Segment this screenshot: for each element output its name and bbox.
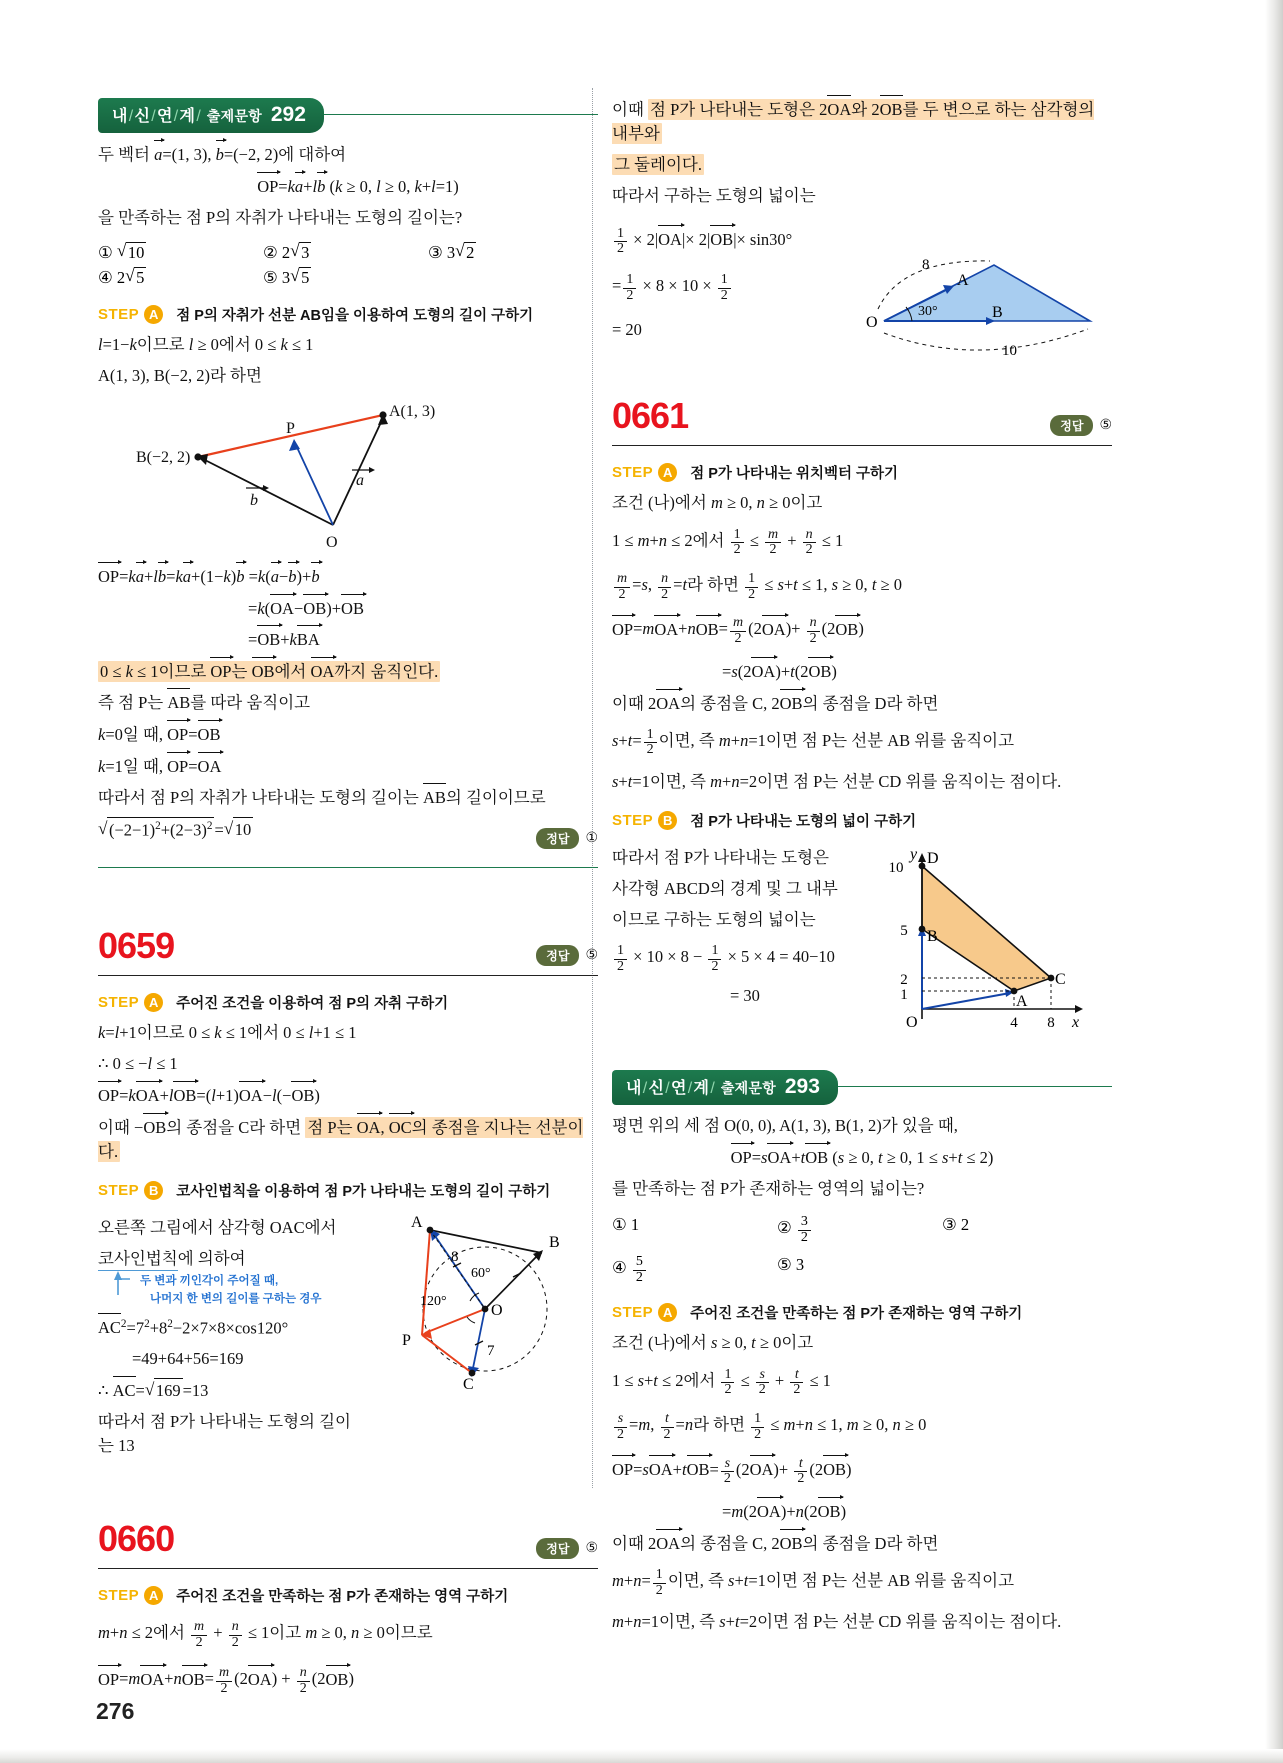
- question-number: 0661: [612, 394, 689, 436]
- choice-5[interactable]: ⑤ 3 √ 5: [263, 267, 428, 288]
- step-letter-badge: A: [658, 1303, 677, 1322]
- badge-part-4: 계: [179, 108, 196, 125]
- left-column: [98, 98, 598, 1704]
- eq-292-2: =k(OA−OB)+OB: [248, 596, 598, 621]
- body-293-l6: 이때 2OA의 종점을 C, 2OB의 종점을 D라 하면: [612, 1531, 1112, 1556]
- svg-text:B(−2, 2): B(−2, 2): [136, 448, 191, 466]
- graph-label-A: A: [1016, 993, 1028, 1011]
- eq-292-1: OP=ka+lb=ka+(1−k)b =k(a−b)+b: [98, 564, 598, 589]
- svg-text:8: 8: [451, 1248, 459, 1265]
- step-title: 주어진 조건을 이용하여 점 P의 자취 구하기: [176, 995, 449, 1012]
- body-293-l4: OP=sOA+tOB= $\frac{s}{2}$ (2OA)+ $\frac{t}{2}$ (2OB): [612, 1455, 852, 1487]
- note-line-1: 두 변과 끼인각이 주어질 때,: [140, 1275, 279, 1288]
- badge-part-3: 연: [671, 1080, 687, 1098]
- choice-5-marker: ⑤: [263, 267, 278, 287]
- svg-text:O: O: [326, 533, 338, 551]
- p292-post: =(−2, 2)에 대하여: [223, 145, 347, 164]
- choices-row-2: [98, 267, 598, 288]
- step-word: STEP: [612, 463, 654, 481]
- step-letter-badge: A: [144, 1586, 163, 1605]
- body-0659-l2: ∴ 0 ≤ −l ≤ 1: [98, 1053, 178, 1073]
- svg-text:A: A: [957, 271, 969, 289]
- result-292-row: [98, 817, 598, 851]
- cont-0660-hl1: 이때 점 P가 나타내는 도형은 2OA와 2OB를 두 변으로 하는 삼각형의 내부와: [612, 100, 1095, 143]
- step-b-0661: [612, 810, 1112, 831]
- step-a-0660: [98, 1585, 598, 1606]
- step-letter-badge: A: [658, 463, 677, 482]
- choice-293-4[interactable]: ④ $\frac{5}{2}$: [612, 1255, 777, 1285]
- body-0661-l6: 이때 2OA의 종점을 C, 2OB의 종점을 D라 하면: [612, 691, 1112, 716]
- body-0659-l4: 이때 −OB의 종점을 C라 하면 점 P는 OA, OC의 종점을 지나는 선분이다.: [98, 1115, 598, 1164]
- body-0659-b2: 코사인법칙에 의하여: [98, 1247, 363, 1272]
- body-292-l2: A(1, 3), B(−2, 2)라 하면: [98, 365, 262, 385]
- body-0660-l2: OP=mOA+nOB= $\frac{m}{2}$ (2OA) + $\frac{n}{2}$ (2OB): [98, 1665, 354, 1697]
- body-0661-b2: 사각형 ABCD의 경계 및 그 내부: [612, 879, 838, 899]
- svg-text:8: 8: [922, 256, 930, 273]
- step-a-0661: [612, 462, 1112, 483]
- step-word: STEP: [98, 1181, 140, 1199]
- svg-text:a: a: [356, 471, 364, 489]
- badge-suffix: 출제문항: [206, 108, 263, 124]
- body-0661-b1: 따라서 점 P가 나타내는 도형은: [612, 848, 829, 868]
- svg-text:b: b: [250, 491, 258, 509]
- choice-1[interactable]: ① √ 10: [98, 242, 263, 263]
- choices-293-row-1: [612, 1215, 1112, 1245]
- graph-0661: [864, 841, 1094, 1036]
- answer-0660: [536, 1538, 598, 1559]
- section-rule: [98, 867, 598, 868]
- cont-0660-hl2-text: 그 둘레이다.: [614, 154, 702, 174]
- body-0661-l1: 조건 (나)에서 m ≥ 0, n ≥ 0이고: [612, 492, 823, 512]
- body-0661-b3: 이므로 구하는 도형의 넓이는: [612, 909, 816, 929]
- answer-label: 정답: [1050, 415, 1093, 436]
- body-293-l1: 조건 (나)에서 s ≥ 0, t ≥ 0이고: [612, 1332, 814, 1352]
- body-0659-b3: 따라서 점 P가 나타내는 도형의 길이는 13: [98, 1412, 351, 1456]
- step-letter-badge: B: [658, 811, 677, 830]
- step-word: STEP: [612, 1303, 654, 1321]
- body-293-l7: m+n= $\frac{1}{2}$ 이면, 즉 s+t=1이면 점 P는 선분 AB 위를 움직이고: [612, 1566, 1015, 1598]
- page-edge-shadow: [1265, 0, 1283, 1763]
- body-0661-l5: =s(2OA)+t(2OB): [722, 659, 1112, 684]
- choice-4-marker: ④: [98, 267, 113, 287]
- 0659-body-with-figure: [98, 1209, 598, 1465]
- svg-text:O: O: [491, 1301, 503, 1319]
- x-tick-8: 8: [1047, 1015, 1055, 1032]
- step-word: STEP: [98, 305, 140, 323]
- body-0661-l2: 1 ≤ m+n ≤ 2에서 $\frac{1}{2}$ ≤ $\frac{m}{2}$ + $\frac{n}{2}$ ≤ 1: [612, 526, 844, 558]
- badge-part-2: 신: [134, 108, 151, 125]
- step-title: 주어진 조건을 만족하는 점 P가 존재하는 영역 구하기: [176, 1589, 509, 1606]
- choice-293-1[interactable]: ① 1: [612, 1214, 640, 1234]
- step-title: 점 P의 자취가 선분 AB임을 이용하여 도형의 길이 구하기: [176, 307, 534, 324]
- svg-text:P: P: [286, 419, 295, 437]
- step-title: 점 P가 나타내는 도형의 넓이 구하기: [690, 814, 917, 831]
- graph-label-O: O: [906, 1014, 918, 1032]
- step-title: 주어진 조건을 만족하는 점 P가 존재하는 영역 구하기: [690, 1305, 1023, 1322]
- answer-value: ⑤: [585, 947, 598, 963]
- eq-0661-1: $\frac{1}{2}$ × 10 × 8 − $\frac{1}{2}$ × 5 × 4 = 40−10: [612, 944, 862, 974]
- svg-text:30°: 30°: [918, 303, 938, 319]
- choice-marker: ④: [612, 1258, 627, 1278]
- problem-293-l1: 평면 위의 세 점 O(0, 0), A(1, 3), B(1, 2)가 있을 때,: [612, 1116, 958, 1136]
- eq-0659-1: $AC^2=7^2+8^2-2\times 7\times 8\times\cos 120^\circ$: [98, 1316, 363, 1340]
- diagram-0659-svg: [367, 1205, 597, 1390]
- body-292-l1: l=1−k이므로 l ≥ 0에서 0 ≤ k ≤ 1: [98, 334, 314, 354]
- step-word: STEP: [98, 993, 140, 1011]
- step-title: 점 P가 나타내는 위치벡터 구하기: [690, 465, 899, 482]
- choice-marker: ⑤: [777, 1255, 792, 1275]
- highlight-292: 0 ≤ k ≤ 1이므로 OP는 OB에서 OA까지 움직인다.: [98, 659, 598, 684]
- question-rule: [98, 975, 598, 976]
- step-title: 코사인법칙을 이용하여 점 P가 나타내는 도형의 길이 구하기: [176, 1183, 551, 1200]
- eq-0661-2: = 30: [730, 986, 760, 1006]
- choice-293-5[interactable]: ⑤ 3: [777, 1255, 805, 1275]
- choice-293-3[interactable]: ③ 2: [942, 1214, 970, 1234]
- body-0661-l3: $\frac{m}{2}$ =s, $\frac{n}{2}$ =t라 하면 $\frac{1}{2}$ ≤ s+t ≤ 1, s ≥ 0, t ≥ 0: [612, 572, 1112, 602]
- cont-0660-eq3: = 20: [612, 319, 642, 339]
- body-293-l5: =m(2OA)+n(2OB): [722, 1499, 1112, 1524]
- choice-marker: ②: [777, 1217, 792, 1237]
- body-293-l3: $\frac{s}{2}$ =m, $\frac{t}{2}$ =n라 하면 $\frac{1}{2}$ ≤ m+n ≤ 1, m ≥ 0, n ≥ 0: [612, 1412, 1112, 1442]
- step-letter-badge: A: [144, 993, 163, 1012]
- choice-2-marker: ②: [263, 242, 278, 262]
- vector-b: b: [216, 142, 224, 167]
- eq-0659-3: ∴ AC= √ 169 =13: [98, 1378, 363, 1403]
- body-292-l3: 즉 점 P는 AB를 따라 움직이고: [98, 691, 598, 715]
- right-column: [612, 98, 1112, 1641]
- body-292-l5: k=1일 때, OP=OA: [98, 754, 598, 779]
- svg-text:A: A: [411, 1213, 423, 1231]
- y-tick-1: 1: [900, 987, 908, 1004]
- body-0661-l4: OP=mOA+nOB= $\frac{m}{2}$ (2OA)+ $\frac{n}{2}$ (2OB): [612, 615, 864, 647]
- choice-3-marker: ③: [428, 242, 443, 262]
- cont-0660-pre: 이때: [612, 100, 649, 119]
- step-word: STEP: [612, 812, 654, 830]
- cosine-note: [116, 1273, 363, 1308]
- body-292-l4: k=0일 때, OP=OB: [98, 722, 598, 747]
- step-a-293: [612, 1302, 1112, 1323]
- body-0659-l3: OP=kOA+lOB=(l+1)OA−l(−OB): [98, 1083, 598, 1108]
- body-0661-l8: s+t=1이면, 즉 m+n=2이면 점 P는 선분 CD 위를 움직이는 점이다.: [612, 772, 1062, 792]
- naeshin-badge-292: 내/신/연/계/ 출제문항 292: [98, 98, 598, 132]
- badge-part-4: 계: [693, 1080, 710, 1098]
- svg-text:P: P: [402, 1331, 411, 1349]
- diagram-292: [98, 395, 598, 560]
- step-word: STEP: [98, 1587, 140, 1605]
- p292-pre: 두 벡터: [98, 145, 155, 164]
- naeshin-badge-293: 내/신/연/계/ 출제문항 293: [612, 1070, 1112, 1104]
- y-tick-10: 10: [888, 860, 904, 877]
- question-0661-header: [612, 394, 1112, 446]
- answer-value: ⑤: [1099, 417, 1112, 433]
- answer-label: 정답: [536, 1538, 579, 1559]
- graph-label-C: C: [1055, 971, 1066, 989]
- svg-text:A(1, 3): A(1, 3): [389, 402, 436, 420]
- body-293-l2: 1 ≤ s+t ≤ 2에서 $\frac{1}{2}$ ≤ $\frac{s}{2}$ + $\frac{t}{2}$ ≤ 1: [612, 1366, 831, 1398]
- body-0659-l1: k=l+1이므로 0 ≤ k ≤ 1에서 0 ≤ l+1 ≤ 1: [98, 1022, 357, 1042]
- p292-mid: =(1, 3),: [162, 145, 216, 164]
- badge-part-2: 신: [648, 1080, 665, 1098]
- cont-0660-eq1: $\frac{1}{2}$ × 2|OA|× 2|OB|× sin30°: [612, 227, 862, 257]
- vector-a: a: [154, 142, 162, 167]
- answer-label: 정답: [536, 828, 579, 849]
- answer-0659: [536, 945, 598, 966]
- badge-number: 293: [784, 1075, 820, 1099]
- answer-292: [536, 828, 598, 849]
- svg-text:B: B: [549, 1233, 560, 1251]
- step-a-0659: [98, 992, 598, 1013]
- y-tick-5: 5: [900, 923, 908, 940]
- 0660-eq-with-figure: [612, 215, 1112, 378]
- svg-text:C: C: [463, 1375, 474, 1390]
- cont-0660-l2: 따라서 구하는 도형의 넓이는: [612, 185, 816, 205]
- badge-part-1: 내: [626, 1080, 642, 1098]
- body-292-l6: 따라서 점 P의 자취가 나타내는 도형의 길이는 AB의 길이이므로: [98, 786, 598, 810]
- choice-marker: ①: [612, 1214, 627, 1234]
- badge-suffix: 출제문항: [720, 1080, 777, 1097]
- diagram-0660: [862, 243, 1107, 378]
- svg-text:60°: 60°: [471, 1265, 491, 1281]
- badge-part-3: 연: [157, 108, 173, 125]
- step-letter-badge: A: [144, 305, 163, 324]
- eq-292-3: =OB+kBA: [248, 627, 598, 652]
- choice-2[interactable]: ② 2 √ 3: [263, 242, 428, 263]
- question-number: 0660: [98, 1518, 175, 1560]
- choices-row-1: [98, 242, 598, 263]
- answer-label: 정답: [536, 945, 579, 966]
- question-rule: [98, 1568, 598, 1569]
- cont-0660-eq2: = $\frac{1}{2}$ × 8 × 10 × $\frac{1}{2}$: [612, 273, 862, 303]
- choice-1-marker: ①: [98, 242, 113, 262]
- body-0661-l7: s+t= $\frac{1}{2}$ 이면, 즉 m+n=1이면 점 P는 선분 AB 위를 움직이고: [612, 726, 1015, 758]
- 0661-body-with-graph: [612, 839, 1112, 1036]
- choice-293-2[interactable]: ② $\frac{3}{2}$: [777, 1215, 942, 1245]
- graph-axis-x: x: [1072, 1014, 1080, 1032]
- page-bottom-shadow: [0, 1749, 1283, 1763]
- problem-292-line3: 을 만족하는 점 P의 자취가 나타내는 도형의 길이는?: [98, 207, 463, 227]
- badge-part-1: 내: [112, 108, 128, 125]
- diagram-0659: [367, 1205, 597, 1395]
- choice-3[interactable]: ③ 3 √ 2: [428, 242, 593, 263]
- answer-0661: [1050, 415, 1112, 436]
- body-0659-b1: 오른쪽 그림에서 삼각형 OAC에서: [98, 1217, 337, 1237]
- answer-value: ①: [585, 830, 598, 846]
- cont-0660-hl2: [612, 153, 1112, 177]
- body-293-l8: m+n=1이면, 즉 s+t=2이면 점 P는 선분 CD 위를 움직이는 점이다.: [612, 1612, 1062, 1632]
- eq-0659-2: =49+64+56=169: [132, 1349, 244, 1369]
- svg-text:10: 10: [1002, 342, 1017, 359]
- svg-text:120°: 120°: [420, 1293, 447, 1309]
- x-tick-4: 4: [1010, 1015, 1018, 1032]
- step-b-0659: [98, 1180, 598, 1201]
- question-rule: [612, 445, 1112, 446]
- problem-292-formula: OP=ka+lb (k ≥ 0, l ≥ 0, k+l=1): [118, 174, 598, 199]
- problem-292-line1: [98, 142, 598, 167]
- diagram-0660-svg: [862, 243, 1107, 373]
- body-292-l7: √ $(-2-1)^2+(2-3)^2$ = √ 10: [98, 817, 598, 842]
- graph-label-B: B: [927, 928, 938, 946]
- choice-4[interactable]: ④ 2 √ 5: [98, 267, 263, 288]
- question-number: 0659: [98, 924, 175, 966]
- badge-number: 292: [270, 103, 306, 126]
- svg-text:B: B: [992, 303, 1003, 321]
- graph-axis-y: y: [910, 846, 918, 864]
- body-0660-l1: m+n ≤ 2에서 $\frac{m}{2}$ + $\frac{n}{2}$ ≤ 1이고 m ≥ 0, n ≥ 0이므로: [98, 1619, 433, 1650]
- graph-0661-svg: [864, 841, 1094, 1031]
- step-a-292: [98, 304, 598, 325]
- svg-text:7: 7: [487, 1342, 495, 1359]
- question-0659-header: [98, 924, 598, 976]
- note-arrow-icon: [112, 1269, 134, 1299]
- diagram-292-svg: [98, 395, 528, 555]
- choice-marker: ③: [942, 1214, 957, 1234]
- note-line-2: 나머지 한 변의 길이를 구하는 경우: [150, 1292, 322, 1305]
- question-0660-header: [98, 1518, 598, 1569]
- step-letter-badge: B: [144, 1181, 163, 1200]
- problem-293-l3: 를 만족하는 점 P가 존재하는 영역의 넓이는?: [612, 1178, 925, 1198]
- graph-label-D: D: [927, 850, 939, 868]
- y-tick-2: 2: [900, 972, 908, 989]
- choices-293-row-2: [612, 1255, 1112, 1285]
- answer-value: ⑤: [585, 1541, 598, 1557]
- problem-293-formula: OP=sOA+tOB (s ≥ 0, t ≥ 0, 1 ≤ s+t ≤ 2): [612, 1145, 1112, 1170]
- page-number: 276: [96, 1698, 135, 1724]
- svg-text:O: O: [866, 313, 878, 331]
